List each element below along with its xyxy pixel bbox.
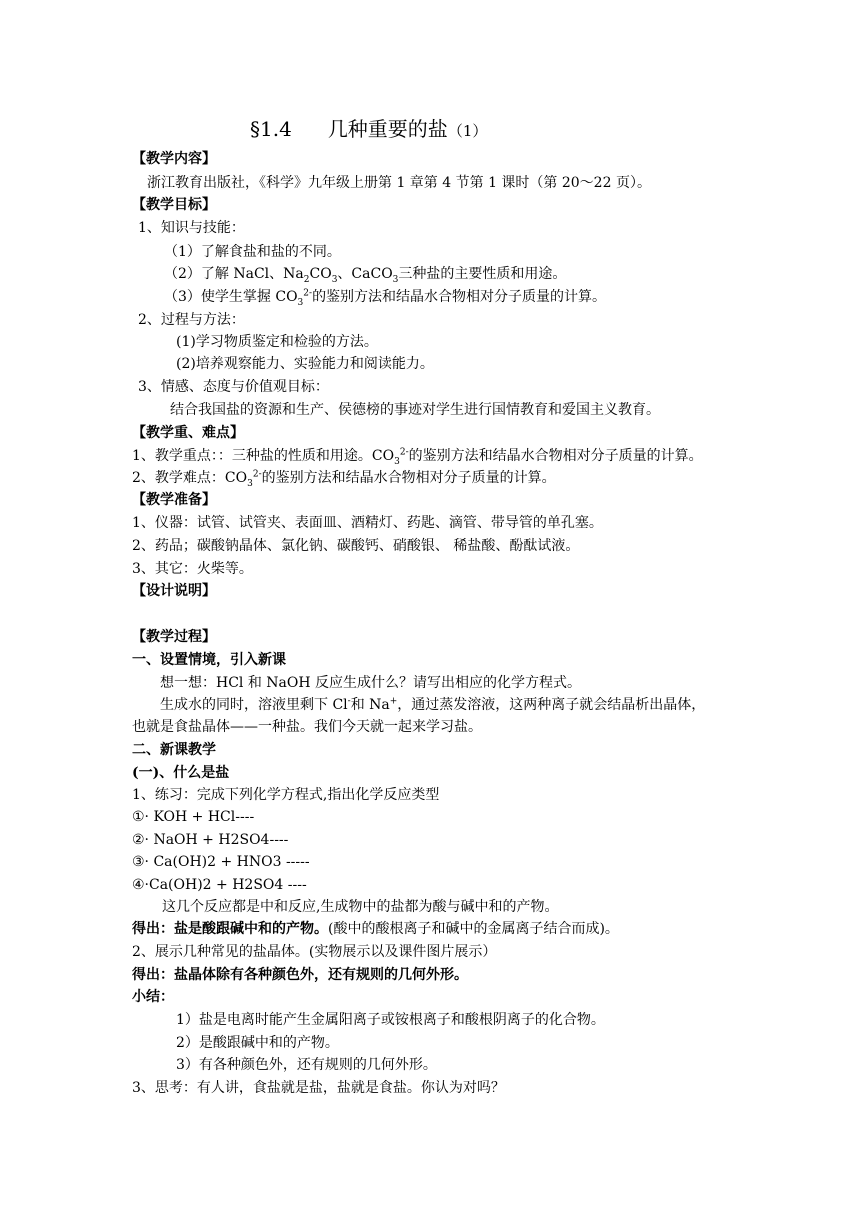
goal-3: 3、情感、态度与价值观目标：: [138, 379, 329, 395]
heading-focus: 【教学重、难点】: [132, 425, 244, 441]
goal-3-1: 结合我国盐的资源和生产、侯德榜的事迹对学生进行国情教育和爱国主义教育。: [170, 402, 660, 418]
goal-1-3: （3）使学生掌握 $CO_3^{2-}$的鉴别方法和结晶水合物相对分子质量的计算。: [164, 288, 607, 308]
page-title: [250, 116, 487, 144]
heading-design: 【设计说明】: [132, 583, 216, 599]
content-text: 浙江教育出版社，《科学》九年级上册第 1 章第 4 节第 1 课时（第 20～22 页）。: [147, 175, 651, 191]
heading-content: 【教学内容】: [132, 151, 216, 167]
goal-2-2: (2)培养观察能力、实验能力和阅读能力。: [176, 356, 434, 372]
goal-1: 1、知识与技能：: [138, 220, 245, 236]
heading-prep: 【教学准备】: [132, 492, 216, 508]
summary-1: 1）盐是电离时能产生金属阳离子或铵根离子和酸根阴离子的化合物。: [176, 1012, 605, 1028]
title-main: 几种重要的盐: [327, 117, 448, 141]
conclusion-1: 得出：盐是酸跟碱中和的产物。(酸中的酸根离子和碱中的金属离子结合而成)。: [132, 921, 619, 937]
section-intro: 一、设置情境，引入新课: [132, 652, 286, 668]
section-new-lesson: 二、新课教学: [132, 742, 216, 758]
exercise-title: 1、练习：完成下列化学方程式,指出化学反应类型: [132, 787, 440, 803]
title-suffix: （1）: [447, 122, 488, 140]
summary-3: 3）有各种颜色外，还有规则的几何外形。: [176, 1057, 437, 1073]
goal-2: 2、过程与方法：: [138, 312, 245, 328]
focus-key: 1、教学重点：：三种盐的性质和用途。$CO_3^{2-}$的鉴别方法和结晶水合物相对分子质量的计算。: [132, 447, 703, 467]
intro-question: 想一想：HCl 和 NaOH 反应生成什么？请写出相应的化学方程式。: [160, 675, 582, 691]
intro-paragraph-2: 也就是食盐晶体——一种盐。我们今天就一起来学习盐。: [132, 719, 482, 735]
equation-2: ②· NaOH + H2SO4----: [132, 832, 289, 848]
heading-goals: 【教学目标】: [132, 197, 216, 213]
equation-3: ③· Ca(OH)2 + HNO3 -----: [132, 854, 310, 870]
intro-paragraph-1: 生成水的同时，溶液里剩下 Cl-和 Na+，通过蒸发溶液，这两种离子就会结晶析出晶体，: [160, 696, 706, 713]
equation-4: ④·Ca(OH)2 + H2SO4 ----: [132, 877, 307, 893]
prep-other: 3、其它：火柴等。: [132, 561, 253, 577]
subsection-what-is-salt: (一)、什么是盐: [132, 765, 230, 781]
conclusion-2: 得出：盐晶体除有各种颜色外，还有规则的几何外形。: [132, 967, 468, 983]
goal-2-1: (1)学习物质鉴定和检验的方法。: [176, 334, 378, 350]
neutralization-note: 这几个反应都是中和反应,生成物中的盐都为酸与碱中和的产物。: [162, 899, 559, 915]
heading-process: 【教学过程】: [132, 629, 216, 645]
show-crystals: 2、展示几种常见的盐晶体。(实物展示以及课件图片展示）: [132, 944, 497, 960]
goal-1-2: （2）了解 NaCl、$Na_2CO_3$、CaCO$_3$三种盐的主要性质和用途。: [164, 266, 567, 285]
summary-2: 2）是酸跟碱中和的产物。: [176, 1035, 339, 1051]
think-question: 3、思考：有人讲，食盐就是盐，盐就是食盐。你认为对吗？: [132, 1080, 505, 1096]
prep-instruments: 1、仪器：试管、试管夹、表面皿、酒精灯、药匙、滴管、带导管的单孔塞。: [132, 515, 603, 531]
focus-difficulty: 2、教学难点：$CO_3^{2-}$的鉴别方法和结晶水合物相对分子质量的计算。: [132, 469, 556, 489]
equation-1: ①· KOH + HCl----: [132, 809, 255, 825]
goal-1-1: （1）了解食盐和盐的不同。: [164, 244, 341, 260]
prep-reagents: 2、药品；碳酸钠晶体、氯化钠、碳酸钙、硝酸银、 稀盐酸、酚酞试液。: [132, 538, 580, 554]
summary-heading: 小结：: [132, 989, 174, 1005]
section-number: §1.4: [250, 117, 292, 141]
